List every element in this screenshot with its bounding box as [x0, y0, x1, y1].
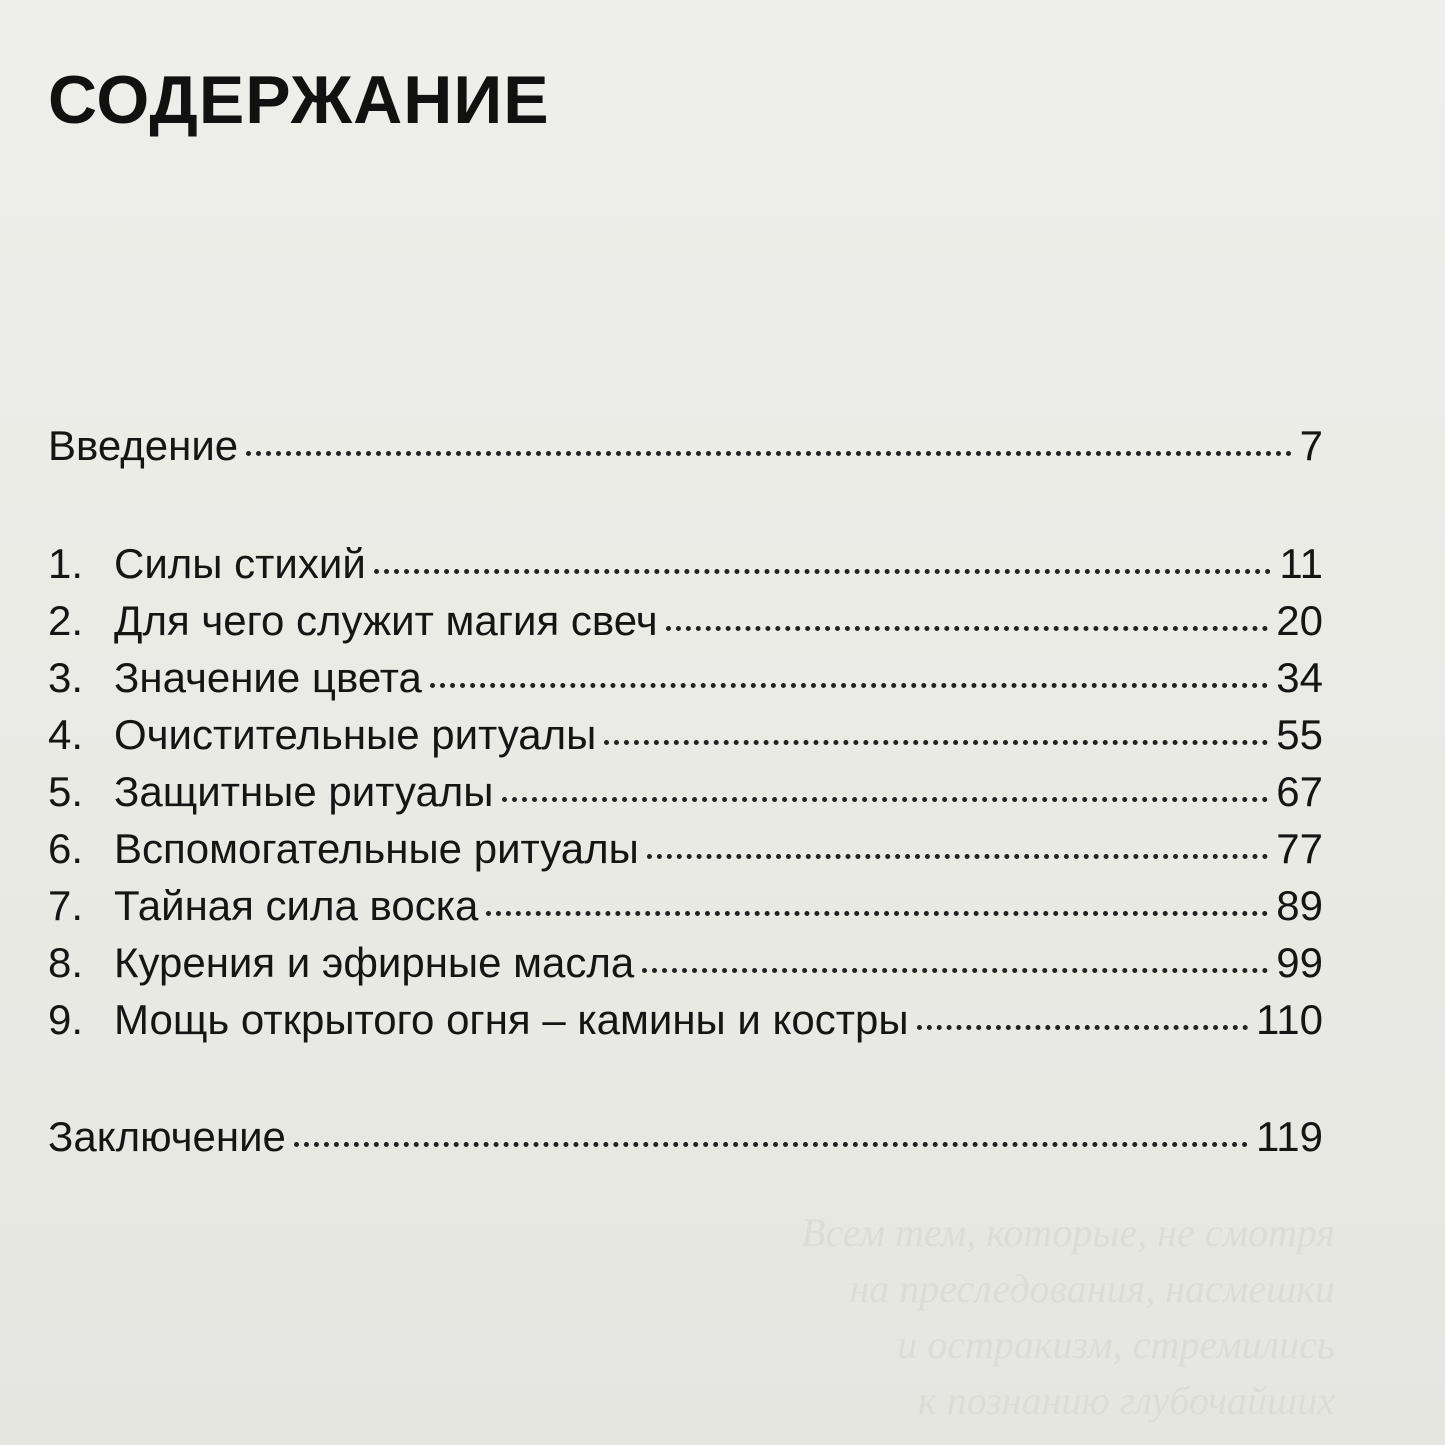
toc-entry-page: 20: [1276, 597, 1323, 644]
toc-entry-page: 110: [1256, 996, 1323, 1043]
dot-leader: [647, 854, 1268, 859]
toc-entry-page: 119: [1256, 1113, 1323, 1160]
toc-entry-label: Защитные ритуалы: [114, 768, 494, 815]
toc-entry-label: Очистительные ритуалы: [114, 711, 597, 758]
toc-entry-chapter-7: [48, 882, 1323, 930]
toc-entry-chapter-3: [48, 654, 1323, 702]
toc-entry-number: 3.: [48, 654, 84, 701]
toc-entry-label: Введение: [48, 422, 239, 469]
toc-entry-page: 99: [1276, 939, 1323, 986]
toc-entry-chapter-2: [48, 597, 1323, 645]
toc-entry-page: 55: [1276, 711, 1323, 758]
dot-leader: [502, 797, 1269, 802]
toc-entry-label: Силы стихий: [114, 540, 366, 587]
toc-entry-chapter-5: [48, 768, 1323, 816]
toc-entry-conclusion: [48, 1113, 1323, 1161]
dot-leader: [374, 569, 1272, 574]
bleed-through-epigraph: [635, 1205, 1335, 1429]
toc-entry-page: 11: [1279, 540, 1323, 587]
toc-entry-introduction: [48, 422, 1323, 470]
toc-entry-number: 8.: [48, 939, 84, 986]
toc-entry-label: Значение цвета: [114, 654, 422, 701]
epigraph-line: на преследования, насмешки: [849, 1266, 1335, 1311]
dot-leader: [246, 451, 1291, 456]
toc-entry-page: 7: [1299, 422, 1323, 469]
toc-entry-chapter-6: [48, 825, 1323, 873]
toc-entry-page: 89: [1276, 882, 1323, 929]
toc-entry-chapter-8: [48, 939, 1323, 987]
toc-entry-chapter-4: [48, 711, 1323, 759]
epigraph-line: Всем тем, которые, не смотря: [801, 1210, 1335, 1255]
toc-entry-chapter-1: [48, 540, 1323, 588]
epigraph-line: и остракизм, стремились: [897, 1322, 1335, 1367]
toc-entry-label: Для чего служит магия свеч: [114, 597, 658, 644]
toc-entry-label: Тайная сила воска: [114, 882, 479, 929]
toc-entry-number: 1.: [48, 540, 84, 587]
toc-entry-label: Вспомогательные ритуалы: [114, 825, 639, 872]
toc-entry-label: Мощь открытого огня – камины и костры: [114, 996, 909, 1043]
dot-leader: [294, 1142, 1248, 1147]
dot-leader: [917, 1025, 1248, 1030]
epigraph-line: к познанию глубочайших: [917, 1378, 1335, 1423]
toc-entry-number: 2.: [48, 597, 84, 644]
toc-entry-number: 4.: [48, 711, 84, 758]
toc-entry-number: 7.: [48, 882, 84, 929]
toc-entry-number: 9.: [48, 996, 84, 1043]
dot-leader: [604, 740, 1268, 745]
toc-entry-page: 34: [1276, 654, 1323, 701]
dot-leader: [486, 911, 1268, 916]
dot-leader: [666, 626, 1269, 631]
toc-entry-chapter-9: [48, 996, 1323, 1044]
toc-entry-label: Курения и эфирные масла: [114, 939, 635, 986]
dot-leader: [430, 683, 1268, 688]
toc-entry-page: 67: [1276, 768, 1323, 815]
dot-leader: [642, 968, 1268, 973]
toc-entry-page: 77: [1276, 825, 1323, 872]
page-title: СОДЕРЖАНИЕ: [48, 62, 550, 138]
toc-entry-number: 5.: [48, 768, 84, 815]
toc-entry-label: Заключение: [48, 1113, 286, 1160]
toc-entry-number: 6.: [48, 825, 84, 872]
